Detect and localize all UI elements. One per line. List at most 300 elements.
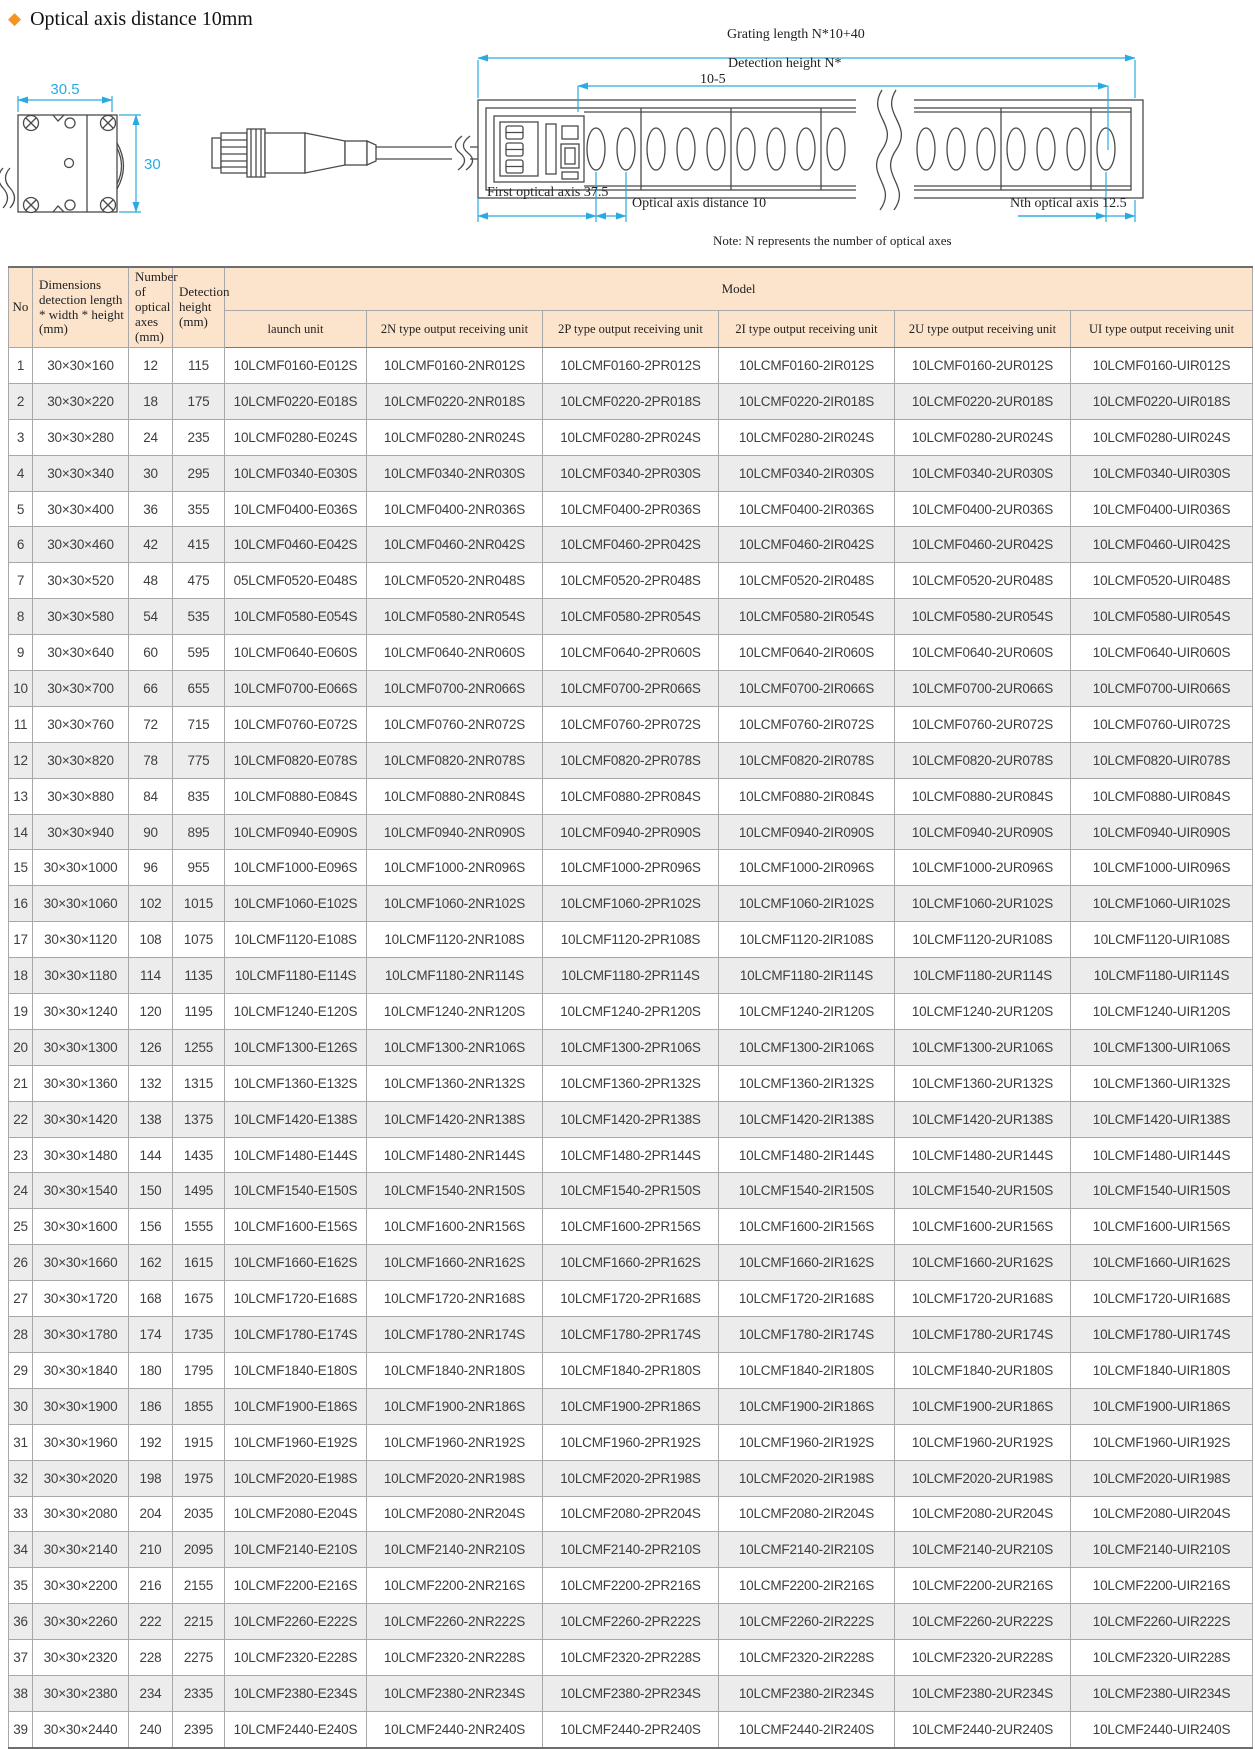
- table-row: [9, 1029, 1253, 1065]
- cell-detection-height: 175: [173, 383, 225, 419]
- cell-axes: 102: [129, 886, 173, 922]
- cell-ui-model: 10LCMF1720-UIR168S: [1071, 1281, 1253, 1317]
- cell-detection-height: 775: [173, 742, 225, 778]
- table-row: [9, 1604, 1253, 1640]
- cell-axes: 174: [129, 1317, 173, 1353]
- cell-2i-model: 10LCMF0880-2IR084S: [719, 778, 895, 814]
- cell-2u-model: 10LCMF0760-2UR072S: [895, 706, 1071, 742]
- cell-launch-unit: 10LCMF0880-E084S: [225, 778, 367, 814]
- cell-detection-height: 1015: [173, 886, 225, 922]
- table-row: [9, 455, 1253, 491]
- model-spec-table: [8, 266, 1253, 1749]
- cell-dimensions: 30×30×880: [33, 778, 129, 814]
- cell-2i-model: 10LCMF0400-2IR036S: [719, 491, 895, 527]
- table-row: [9, 1424, 1253, 1460]
- cell-detection-height: 1315: [173, 1065, 225, 1101]
- cell-axes: 54: [129, 599, 173, 635]
- cell-dimensions: 30×30×2020: [33, 1460, 129, 1496]
- cell-no: 5: [9, 491, 33, 527]
- cell-dimensions: 30×30×340: [33, 455, 129, 491]
- cell-dimensions: 30×30×1540: [33, 1173, 129, 1209]
- cell-detection-height: 2335: [173, 1675, 225, 1711]
- cell-ui-model: 10LCMF0880-UIR084S: [1071, 778, 1253, 814]
- cell-2i-model: 10LCMF0220-2IR018S: [719, 383, 895, 419]
- cell-launch-unit: 10LCMF0460-E042S: [225, 527, 367, 563]
- cell-axes: 240: [129, 1711, 173, 1747]
- cell-detection-height: 895: [173, 814, 225, 850]
- cell-dimensions: 30×30×940: [33, 814, 129, 850]
- page-title-text: Optical axis distance 10mm: [30, 8, 253, 30]
- detection-height-label-line2: 10-5: [700, 72, 726, 87]
- cell-2p-model: 10LCMF1960-2PR192S: [543, 1424, 719, 1460]
- cell-2u-model: 10LCMF1180-2UR114S: [895, 958, 1071, 994]
- cell-2i-model: 10LCMF0520-2IR048S: [719, 563, 895, 599]
- cell-2n-model: 10LCMF2380-2NR234S: [367, 1675, 543, 1711]
- spec-table-body: [9, 348, 1253, 1748]
- cell-no: 12: [9, 742, 33, 778]
- cell-axes: 66: [129, 671, 173, 707]
- cell-axes: 204: [129, 1496, 173, 1532]
- cell-detection-height: 1795: [173, 1352, 225, 1388]
- cell-2u-model: 10LCMF1480-2UR144S: [895, 1137, 1071, 1173]
- note-text: Note: N represents the number of optical axes: [713, 233, 952, 248]
- head-width-dimension: [18, 81, 112, 112]
- cell-2p-model: 10LCMF1660-2PR162S: [543, 1245, 719, 1281]
- cell-2i-model: 10LCMF1660-2IR162S: [719, 1245, 895, 1281]
- cell-2u-model: 10LCMF1900-2UR186S: [895, 1388, 1071, 1424]
- cell-no: 23: [9, 1137, 33, 1173]
- cell-2u-model: 10LCMF0940-2UR090S: [895, 814, 1071, 850]
- cell-2n-model: 10LCMF2200-2NR216S: [367, 1568, 543, 1604]
- table-row: [9, 886, 1253, 922]
- cell-no: 24: [9, 1173, 33, 1209]
- table-row: [9, 671, 1253, 707]
- header-2p-receiving-unit: 2P type output receiving unit: [543, 311, 719, 348]
- cell-2n-model: 10LCMF2140-2NR210S: [367, 1532, 543, 1568]
- cell-axes: 78: [129, 742, 173, 778]
- header-ui-receiving-unit: UI type output receiving unit: [1071, 311, 1253, 348]
- table-row: [9, 1209, 1253, 1245]
- cell-ui-model: 10LCMF0640-UIR060S: [1071, 635, 1253, 671]
- cell-no: 26: [9, 1245, 33, 1281]
- cell-detection-height: 2155: [173, 1568, 225, 1604]
- cell-launch-unit: 10LCMF0700-E066S: [225, 671, 367, 707]
- table-row: [9, 922, 1253, 958]
- cell-2n-model: 10LCMF1960-2NR192S: [367, 1424, 543, 1460]
- cell-2u-model: 10LCMF0220-2UR018S: [895, 383, 1071, 419]
- cell-2p-model: 10LCMF2080-2PR204S: [543, 1496, 719, 1532]
- cell-launch-unit: 10LCMF2200-E216S: [225, 1568, 367, 1604]
- cell-no: 16: [9, 886, 33, 922]
- cell-axes: 18: [129, 383, 173, 419]
- cell-2p-model: 10LCMF2380-2PR234S: [543, 1675, 719, 1711]
- cell-2u-model: 10LCMF1120-2UR108S: [895, 922, 1071, 958]
- cell-2u-model: 10LCMF1840-2UR180S: [895, 1352, 1071, 1388]
- header-2i-receiving-unit: 2I type output receiving unit: [719, 311, 895, 348]
- cell-detection-height: 1975: [173, 1460, 225, 1496]
- cell-dimensions: 30×30×1960: [33, 1424, 129, 1460]
- head-width-dim-label: 30.5: [50, 81, 80, 98]
- sensor-head-front-view: [18, 115, 124, 213]
- cell-2u-model: 10LCMF2200-2UR216S: [895, 1568, 1071, 1604]
- cell-no: 9: [9, 635, 33, 671]
- cell-2n-model: 10LCMF1840-2NR180S: [367, 1352, 543, 1388]
- cell-ui-model: 10LCMF1540-UIR150S: [1071, 1173, 1253, 1209]
- cell-axes: 150: [129, 1173, 173, 1209]
- cell-2i-model: 10LCMF0940-2IR090S: [719, 814, 895, 850]
- cell-ui-model: 10LCMF1240-UIR120S: [1071, 994, 1253, 1030]
- cell-ui-model: 10LCMF0460-UIR042S: [1071, 527, 1253, 563]
- cell-launch-unit: 10LCMF0820-E078S: [225, 742, 367, 778]
- cell-2n-model: 10LCMF0640-2NR060S: [367, 635, 543, 671]
- cell-launch-unit: 10LCMF2260-E222S: [225, 1604, 367, 1640]
- cell-no: 13: [9, 778, 33, 814]
- cell-detection-height: 535: [173, 599, 225, 635]
- cell-2n-model: 10LCMF1360-2NR132S: [367, 1065, 543, 1101]
- cell-2i-model: 10LCMF1120-2IR108S: [719, 922, 895, 958]
- cell-no: 19: [9, 994, 33, 1030]
- cell-no: 37: [9, 1640, 33, 1676]
- cell-launch-unit: 10LCMF0400-E036S: [225, 491, 367, 527]
- header-no: No: [9, 267, 33, 348]
- cell-2i-model: 10LCMF2020-2IR198S: [719, 1460, 895, 1496]
- cell-dimensions: 30×30×1120: [33, 922, 129, 958]
- cell-ui-model: 10LCMF0760-UIR072S: [1071, 706, 1253, 742]
- cell-ui-model: 10LCMF2320-UIR228S: [1071, 1640, 1253, 1676]
- cell-axes: 228: [129, 1640, 173, 1676]
- cell-launch-unit: 10LCMF1480-E144S: [225, 1137, 367, 1173]
- cell-dimensions: 30×30×580: [33, 599, 129, 635]
- cell-2u-model: 10LCMF1420-2UR138S: [895, 1101, 1071, 1137]
- cell-axes: 180: [129, 1352, 173, 1388]
- cell-axes: 144: [129, 1137, 173, 1173]
- cell-2i-model: 10LCMF2140-2IR210S: [719, 1532, 895, 1568]
- cell-ui-model: 10LCMF1000-UIR096S: [1071, 850, 1253, 886]
- cell-dimensions: 30×30×160: [33, 348, 129, 384]
- header-launch-unit: launch unit: [225, 311, 367, 348]
- cell-2p-model: 10LCMF0340-2PR030S: [543, 455, 719, 491]
- cell-dimensions: 30×30×700: [33, 671, 129, 707]
- cell-dimensions: 30×30×220: [33, 383, 129, 419]
- cell-detection-height: 1615: [173, 1245, 225, 1281]
- cell-dimensions: 30×30×1660: [33, 1245, 129, 1281]
- cell-2n-model: 10LCMF0940-2NR090S: [367, 814, 543, 850]
- cell-launch-unit: 10LCMF1060-E102S: [225, 886, 367, 922]
- cell-detection-height: 2275: [173, 1640, 225, 1676]
- cell-detection-height: 2035: [173, 1496, 225, 1532]
- table-row: [9, 1711, 1253, 1747]
- cell-axes: 210: [129, 1532, 173, 1568]
- header-detection-height: Detection height (mm): [173, 267, 225, 348]
- cell-axes: 12: [129, 348, 173, 384]
- cell-axes: 192: [129, 1424, 173, 1460]
- cell-axes: 126: [129, 1029, 173, 1065]
- header-model: Model: [225, 267, 1253, 311]
- table-row: [9, 491, 1253, 527]
- cell-2n-model: 10LCMF0820-2NR078S: [367, 742, 543, 778]
- cell-axes: 222: [129, 1604, 173, 1640]
- cell-2n-model: 10LCMF0400-2NR036S: [367, 491, 543, 527]
- table-row: [9, 1101, 1253, 1137]
- cell-detection-height: 595: [173, 635, 225, 671]
- cell-no: 21: [9, 1065, 33, 1101]
- header-2n-receiving-unit: 2N type output receiving unit: [367, 311, 543, 348]
- cell-2n-model: 10LCMF1900-2NR186S: [367, 1388, 543, 1424]
- cell-2u-model: 10LCMF0400-2UR036S: [895, 491, 1071, 527]
- cell-axes: 48: [129, 563, 173, 599]
- cell-2u-model: 10LCMF2080-2UR204S: [895, 1496, 1071, 1532]
- cell-2n-model: 10LCMF0460-2NR042S: [367, 527, 543, 563]
- cell-no: 20: [9, 1029, 33, 1065]
- cell-2u-model: 10LCMF1000-2UR096S: [895, 850, 1071, 886]
- cell-axes: 120: [129, 994, 173, 1030]
- cell-detection-height: 1375: [173, 1101, 225, 1137]
- cell-2n-model: 10LCMF1120-2NR108S: [367, 922, 543, 958]
- cell-dimensions: 30×30×2080: [33, 1496, 129, 1532]
- table-row: [9, 1675, 1253, 1711]
- cell-detection-height: 1495: [173, 1173, 225, 1209]
- cell-2i-model: 10LCMF0760-2IR072S: [719, 706, 895, 742]
- cell-2n-model: 10LCMF0700-2NR066S: [367, 671, 543, 707]
- table-row: [9, 599, 1253, 635]
- cell-ui-model: 10LCMF1420-UIR138S: [1071, 1101, 1253, 1137]
- cell-ui-model: 10LCMF0340-UIR030S: [1071, 455, 1253, 491]
- cell-no: 4: [9, 455, 33, 491]
- table-row: [9, 563, 1253, 599]
- cell-2n-model: 10LCMF2080-2NR204S: [367, 1496, 543, 1532]
- table-row: [9, 1137, 1253, 1173]
- cell-2n-model: 10LCMF0220-2NR018S: [367, 383, 543, 419]
- cell-dimensions: 30×30×1300: [33, 1029, 129, 1065]
- cell-no: 2: [9, 383, 33, 419]
- cell-detection-height: 415: [173, 527, 225, 563]
- cell-2p-model: 10LCMF1060-2PR102S: [543, 886, 719, 922]
- cell-2p-model: 10LCMF1900-2PR186S: [543, 1388, 719, 1424]
- cell-dimensions: 30×30×1840: [33, 1352, 129, 1388]
- cell-2i-model: 10LCMF0160-2IR012S: [719, 348, 895, 384]
- cell-dimensions: 30×30×520: [33, 563, 129, 599]
- cell-2n-model: 10LCMF1480-2NR144S: [367, 1137, 543, 1173]
- cell-ui-model: 10LCMF1360-UIR132S: [1071, 1065, 1253, 1101]
- cell-2u-model: 10LCMF1720-2UR168S: [895, 1281, 1071, 1317]
- cell-2p-model: 10LCMF1300-2PR106S: [543, 1029, 719, 1065]
- cell-ui-model: 10LCMF0400-UIR036S: [1071, 491, 1253, 527]
- cell-2n-model: 10LCMF0880-2NR084S: [367, 778, 543, 814]
- cell-ui-model: 10LCMF1840-UIR180S: [1071, 1352, 1253, 1388]
- screw-icon: [101, 116, 116, 131]
- bar-break-icon: [856, 90, 914, 210]
- cell-2u-model: 10LCMF0580-2UR054S: [895, 599, 1071, 635]
- cell-detection-height: 1255: [173, 1029, 225, 1065]
- cell-2p-model: 10LCMF1540-2PR150S: [543, 1173, 719, 1209]
- table-row: [9, 527, 1253, 563]
- cell-2p-model: 10LCMF1480-2PR144S: [543, 1137, 719, 1173]
- table-row: [9, 994, 1253, 1030]
- cell-dimensions: 30×30×1780: [33, 1317, 129, 1353]
- cell-2n-model: 10LCMF1180-2NR114S: [367, 958, 543, 994]
- cell-dimensions: 30×30×1900: [33, 1388, 129, 1424]
- cell-2i-model: 10LCMF1900-2IR186S: [719, 1388, 895, 1424]
- cell-launch-unit: 10LCMF1120-E108S: [225, 922, 367, 958]
- cell-2p-model: 10LCMF1000-2PR096S: [543, 850, 719, 886]
- cell-2i-model: 10LCMF1780-2IR174S: [719, 1317, 895, 1353]
- cell-dimensions: 30×30×1360: [33, 1065, 129, 1101]
- cell-2i-model: 10LCMF1420-2IR138S: [719, 1101, 895, 1137]
- grating-length-label: Grating length N*10+40: [727, 27, 865, 42]
- cell-2i-model: 10LCMF1480-2IR144S: [719, 1137, 895, 1173]
- cell-2i-model: 10LCMF1180-2IR114S: [719, 958, 895, 994]
- cell-detection-height: 1195: [173, 994, 225, 1030]
- table-row: [9, 706, 1253, 742]
- cell-axes: 114: [129, 958, 173, 994]
- cell-detection-height: 115: [173, 348, 225, 384]
- cell-no: 39: [9, 1711, 33, 1747]
- cell-2i-model: 10LCMF1960-2IR192S: [719, 1424, 895, 1460]
- cell-2p-model: 10LCMF0820-2PR078S: [543, 742, 719, 778]
- table-row: [9, 742, 1253, 778]
- cell-detection-height: 1075: [173, 922, 225, 958]
- table-row: [9, 635, 1253, 671]
- cell-2n-model: 10LCMF0520-2NR048S: [367, 563, 543, 599]
- cell-2p-model: 10LCMF2260-2PR222S: [543, 1604, 719, 1640]
- cell-detection-height: 1135: [173, 958, 225, 994]
- cell-launch-unit: 10LCMF1420-E138S: [225, 1101, 367, 1137]
- cell-no: 28: [9, 1317, 33, 1353]
- cell-2i-model: 10LCMF0340-2IR030S: [719, 455, 895, 491]
- cell-2i-model: 10LCMF1540-2IR150S: [719, 1173, 895, 1209]
- optical-axis-distance-label: Optical axis distance 10: [632, 196, 767, 211]
- cell-2p-model: 10LCMF2440-2PR240S: [543, 1711, 719, 1747]
- table-row: [9, 1388, 1253, 1424]
- table-row: [9, 850, 1253, 886]
- cell-ui-model: 10LCMF1300-UIR106S: [1071, 1029, 1253, 1065]
- cell-axes: 96: [129, 850, 173, 886]
- cell-2p-model: 10LCMF0760-2PR072S: [543, 706, 719, 742]
- cell-detection-height: 955: [173, 850, 225, 886]
- product-diagram: [0, 0, 1255, 260]
- cell-dimensions: 30×30×2380: [33, 1675, 129, 1711]
- table-row: [9, 1640, 1253, 1676]
- cell-2i-model: 10LCMF2200-2IR216S: [719, 1568, 895, 1604]
- cell-launch-unit: 10LCMF1960-E192S: [225, 1424, 367, 1460]
- nth-optical-axis-label: Nth optical axis 12.5: [1010, 196, 1127, 211]
- cell-2p-model: 10LCMF2320-2PR228S: [543, 1640, 719, 1676]
- cell-no: 22: [9, 1101, 33, 1137]
- cell-2i-model: 10LCMF0640-2IR060S: [719, 635, 895, 671]
- cell-dimensions: 30×30×1600: [33, 1209, 129, 1245]
- cell-2u-model: 10LCMF1300-2UR106S: [895, 1029, 1071, 1065]
- cell-2n-model: 10LCMF0340-2NR030S: [367, 455, 543, 491]
- cell-no: 29: [9, 1352, 33, 1388]
- cell-dimensions: 30×30×760: [33, 706, 129, 742]
- table-row: [9, 778, 1253, 814]
- cell-2u-model: 10LCMF1660-2UR162S: [895, 1245, 1071, 1281]
- table-row: [9, 348, 1253, 384]
- cell-axes: 72: [129, 706, 173, 742]
- cell-detection-height: 475: [173, 563, 225, 599]
- cell-ui-model: 10LCMF1900-UIR186S: [1071, 1388, 1253, 1424]
- cell-no: 11: [9, 706, 33, 742]
- cell-axes: 162: [129, 1245, 173, 1281]
- cell-axes: 234: [129, 1675, 173, 1711]
- cell-detection-height: 1675: [173, 1281, 225, 1317]
- cell-no: 15: [9, 850, 33, 886]
- cell-no: 27: [9, 1281, 33, 1317]
- cell-2p-model: 10LCMF0160-2PR012S: [543, 348, 719, 384]
- cell-2i-model: 10LCMF1240-2IR120S: [719, 994, 895, 1030]
- cell-detection-height: 2395: [173, 1711, 225, 1747]
- cell-axes: 90: [129, 814, 173, 850]
- cell-2n-model: 10LCMF1240-2NR120S: [367, 994, 543, 1030]
- cell-ui-model: 10LCMF0520-UIR048S: [1071, 563, 1253, 599]
- cell-2n-model: 10LCMF1540-2NR150S: [367, 1173, 543, 1209]
- cell-axes: 30: [129, 455, 173, 491]
- cell-no: 31: [9, 1424, 33, 1460]
- cell-no: 35: [9, 1568, 33, 1604]
- cell-2p-model: 10LCMF2020-2PR198S: [543, 1460, 719, 1496]
- table-row: [9, 419, 1253, 455]
- cell-axes: 24: [129, 419, 173, 455]
- cell-ui-model: 10LCMF1480-UIR144S: [1071, 1137, 1253, 1173]
- cell-ui-model: 10LCMF2080-UIR204S: [1071, 1496, 1253, 1532]
- cell-dimensions: 30×30×2140: [33, 1532, 129, 1568]
- cell-launch-unit: 10LCMF2080-E204S: [225, 1496, 367, 1532]
- cell-2u-model: 10LCMF1780-2UR174S: [895, 1317, 1071, 1353]
- cell-2n-model: 10LCMF1660-2NR162S: [367, 1245, 543, 1281]
- cell-2p-model: 10LCMF1780-2PR174S: [543, 1317, 719, 1353]
- cell-2u-model: 10LCMF1060-2UR102S: [895, 886, 1071, 922]
- cell-axes: 198: [129, 1460, 173, 1496]
- cell-2p-model: 10LCMF0400-2PR036S: [543, 491, 719, 527]
- cell-no: 7: [9, 563, 33, 599]
- cell-dimensions: 30×30×820: [33, 742, 129, 778]
- cell-2i-model: 10LCMF1000-2IR096S: [719, 850, 895, 886]
- cell-launch-unit: 10LCMF1240-E120S: [225, 994, 367, 1030]
- cell-2p-model: 10LCMF1420-2PR138S: [543, 1101, 719, 1137]
- cell-no: 3: [9, 419, 33, 455]
- cell-2u-model: 10LCMF2020-2UR198S: [895, 1460, 1071, 1496]
- cell-dimensions: 30×30×1240: [33, 994, 129, 1030]
- cell-2i-model: 10LCMF1600-2IR156S: [719, 1209, 895, 1245]
- cell-detection-height: 1855: [173, 1388, 225, 1424]
- cell-2n-model: 10LCMF2440-2NR240S: [367, 1711, 543, 1747]
- cell-no: 38: [9, 1675, 33, 1711]
- first-optical-axis-label: First optical axis 37.5: [487, 185, 609, 200]
- cell-2n-model: 10LCMF2260-2NR222S: [367, 1604, 543, 1640]
- cell-detection-height: 1435: [173, 1137, 225, 1173]
- table-row: [9, 1496, 1253, 1532]
- cell-2n-model: 10LCMF1720-2NR168S: [367, 1281, 543, 1317]
- cell-axes: 60: [129, 635, 173, 671]
- cell-dimensions: 30×30×2440: [33, 1711, 129, 1747]
- head-height-dim-label: 30: [144, 156, 161, 173]
- cell-2n-model: 10LCMF2320-2NR228S: [367, 1640, 543, 1676]
- cell-axes: 168: [129, 1281, 173, 1317]
- table-row: [9, 1352, 1253, 1388]
- cell-dimensions: 30×30×1180: [33, 958, 129, 994]
- cell-launch-unit: 10LCMF0280-E024S: [225, 419, 367, 455]
- cell-2p-model: 10LCMF0220-2PR018S: [543, 383, 719, 419]
- table-row: [9, 1568, 1253, 1604]
- cell-2n-model: 10LCMF1300-2NR106S: [367, 1029, 543, 1065]
- cell-2i-model: 10LCMF1840-2IR180S: [719, 1352, 895, 1388]
- cell-2p-model: 10LCMF0880-2PR084S: [543, 778, 719, 814]
- cell-launch-unit: 10LCMF2380-E234S: [225, 1675, 367, 1711]
- cell-detection-height: 2095: [173, 1532, 225, 1568]
- cell-2n-model: 10LCMF0580-2NR054S: [367, 599, 543, 635]
- cell-dimensions: 30×30×1420: [33, 1101, 129, 1137]
- cell-launch-unit: 10LCMF0340-E030S: [225, 455, 367, 491]
